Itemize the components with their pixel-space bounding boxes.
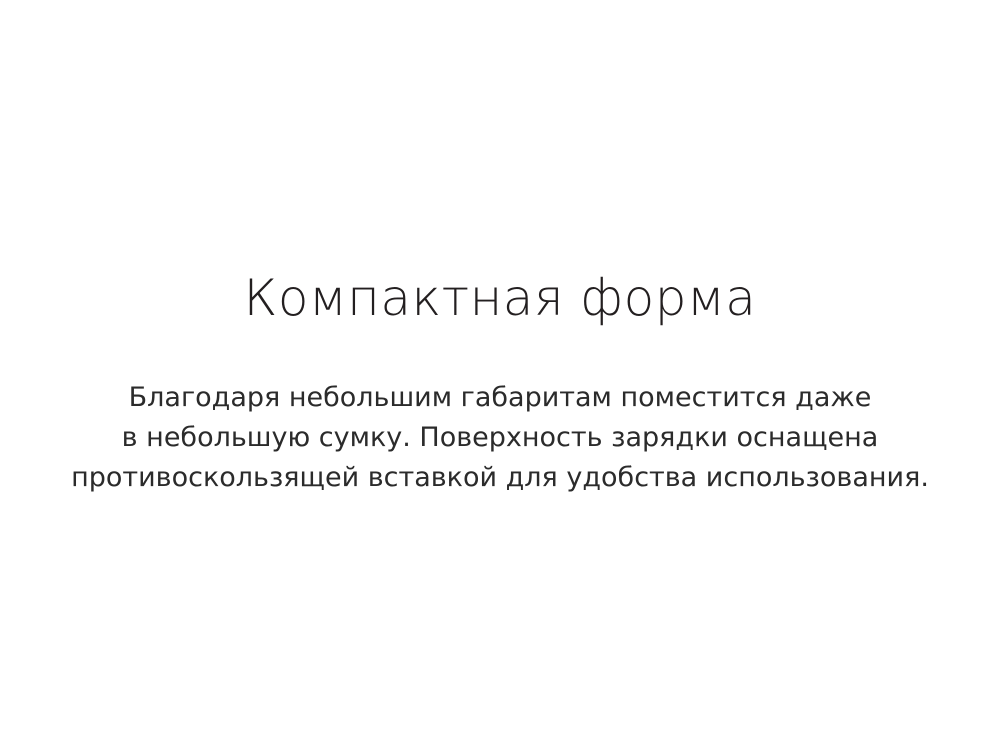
body-line-2: в небольшую сумку. Поверхность зарядки оснащена bbox=[121, 422, 879, 453]
body-line-1: Благодаря небольшим габаритам поместится даже bbox=[128, 382, 872, 413]
body-line-3: противоскользящей вставкой для удобства использования. bbox=[71, 462, 929, 493]
slide-body-text bbox=[0, 378, 1000, 498]
page-title: Компактная форма bbox=[243, 268, 757, 327]
